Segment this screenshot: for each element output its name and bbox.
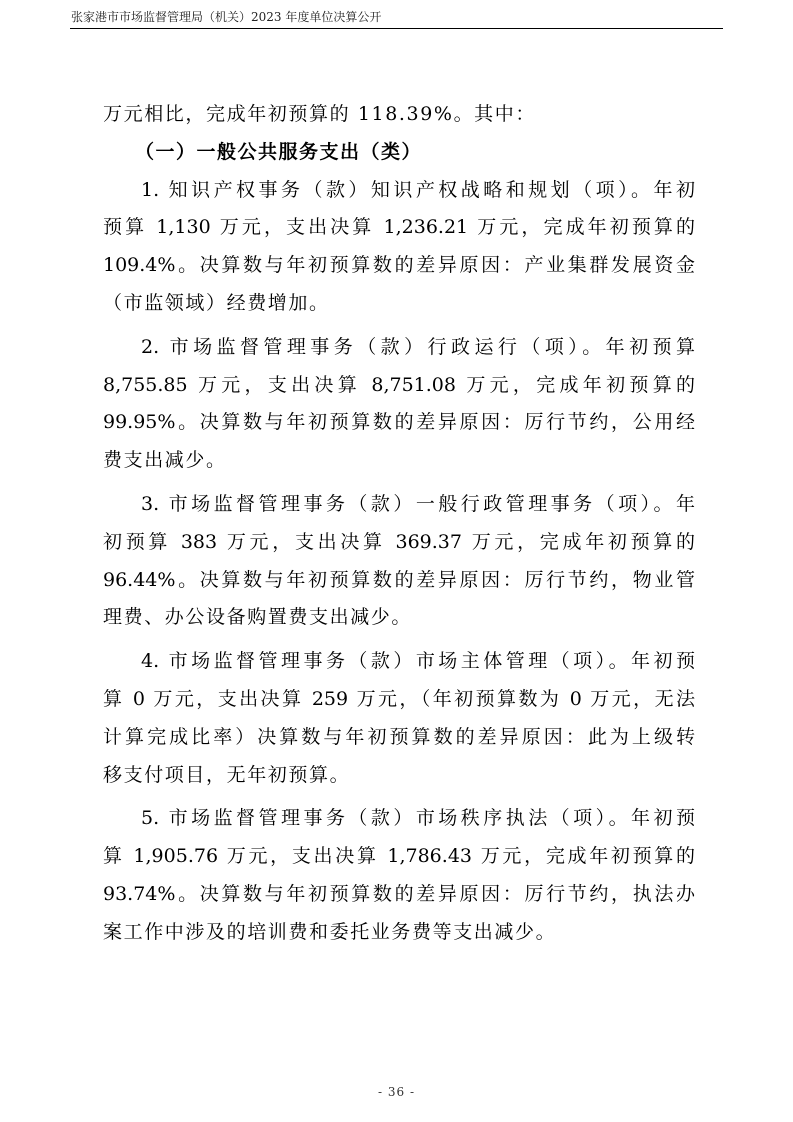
paragraph-line: 案工作中涉及的培训费和委托业务费等支出减少。 (103, 920, 557, 943)
paragraph-line: 算 0 万元，支出决算 259 万元，（年初预算数为 0 万元，无法 (103, 687, 695, 710)
paragraph-line: 费支出减少。 (103, 449, 227, 472)
paragraph-line: 93.74%。决算数与年初预算数的差异原因：厉行节约，执法办 (103, 882, 695, 905)
paragraph-line: 初预算 383 万元，支出决算 369.37 万元，完成年初预算的 (103, 530, 695, 553)
paragraph-line: 算 1,905.76 万元，支出决算 1,786.43 万元，完成年初预算的 (103, 845, 695, 868)
paragraph-1 (103, 172, 695, 323)
paragraph-line: 移支付项目，无年初预算。 (103, 763, 351, 786)
document-body (103, 96, 695, 952)
paragraph-line: 2. 市场监督管理事务（款）行政运行（项）。年初预算 (141, 335, 695, 358)
paragraph-4 (103, 643, 695, 794)
paragraph-2 (103, 329, 695, 480)
intro-line: 万元相比，完成年初预算的 118.39%。其中： (103, 103, 536, 125)
header-divider (70, 28, 723, 29)
paragraph-line: 96.44%。决算数与年初预算数的差异原因：厉行节约，物业管 (103, 568, 695, 591)
section-heading: （一）一般公共服务支出（类） (135, 140, 423, 163)
paragraph-line: 4. 市场监督管理事务（款）市场主体管理（项）。年初预 (141, 650, 695, 673)
paragraph-line: 99.95%。决算数与年初预算数的差异原因：厉行节约，公用经 (103, 411, 695, 434)
paragraph-line: 1. 知识产权事务（款）知识产权战略和规划（项）。年初 (141, 178, 695, 201)
paragraph-line: 理费、办公设备购置费支出减少。 (103, 606, 413, 629)
paragraph-line: 8,755.85 万元，支出决算 8,751.08 万元，完成年初预算的 (103, 373, 695, 396)
paragraph-line: （市监领域）经费增加。 (103, 291, 330, 314)
page-header-title: 张家港市市场监督管理局（机关）2023 年度单位决算公开 (71, 10, 382, 24)
paragraph-line: 3. 市场监督管理事务（款）一般行政管理事务（项）。年 (141, 492, 695, 515)
paragraph-5 (103, 800, 695, 951)
paragraph-line: 109.4%。决算数与年初预算数的差异原因：产业集群发展资金 (103, 254, 695, 277)
paragraph-line: 预算 1,130 万元，支出决算 1,236.21 万元，完成年初预算的 (103, 216, 695, 239)
paragraph-line: 计算完成比率）决算数与年初预算数的差异原因：此为上级转 (103, 725, 695, 748)
paragraph-line: 5. 市场监督管理事务（款）市场秩序执法（项）。年初预 (141, 807, 695, 830)
paragraph-3 (103, 486, 695, 637)
page-number: - 36 - (377, 1085, 415, 1099)
